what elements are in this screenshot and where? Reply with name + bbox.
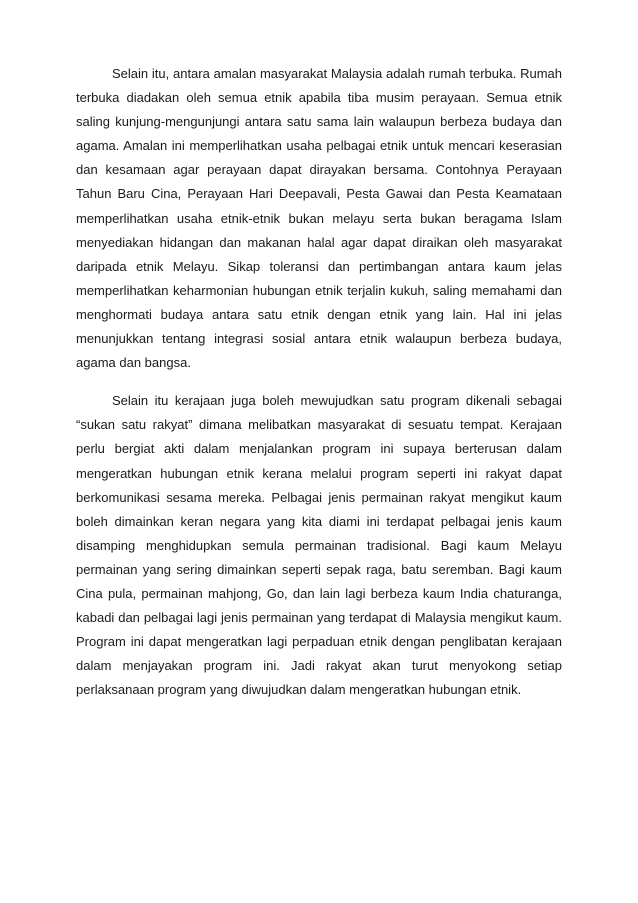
paragraph-sukan-satu-rakyat: Selain itu kerajaan juga boleh mewujudkan satu program dikenali sebagai “sukan satu rakyat” dimana melibatkan masyarakat di sesuatu tempat. Kerajaan perlu bergiat akti dalam menjalankan program ini supaya berterusan dalam mengeratkan hubungan etnik kerana melalui program seperti ini rakyat dapat berkomunikasi sesama mereka. Pelbagai jenis permainan rakyat mengikut kaum boleh dimainkan keran negara yang kita diami ini terdapat pelbagai jenis kaum disamping menghidupkan semula permainan tradisional. Bagi kaum Melayu permainan yang sering dimainkan seperti sepak raga, batu seremban. Bagi kaum Cina pula, permainan mahjong, Go, dan lain lagi berbeza kaum India chaturanga, kabadi dan pelbagai lagi jenis permainan yang terdapat di Malaysia mengikut kaum. Program ini dapat mengeratkan lagi perpaduan etnik dengan penglibatan kerajaan dalam menjayakan program ini. Jadi rakyat akan turut menyokong setiap perlaksanaan program yang diwujudkan dalam mengeratkan hubungan etnik.: [76, 393, 562, 698]
document-body: [76, 62, 562, 702]
paragraph-rumah-terbuka: Selain itu, antara amalan masyarakat Malaysia adalah rumah terbuka. Rumah terbuka diadakan oleh semua etnik apabila tiba musim perayaan. Semua etnik saling kunjung-mengunjungi antara satu sama lain walaupun berbeza budaya dan agama. Amalan ini memperlihatkan usaha pelbagai etnik untuk mencari keserasian dan kesamaan agar perayaan dapat dirayakan bersama. Contohnya Perayaan Tahun Baru Cina, Perayaan Hari Deepavali, Pesta Gawai dan Pesta Keamataan memperlihatkan usaha etnik-etnik bukan melayu serta bukan beragama Islam menyediakan hidangan dan makanan halal agar dapat diraikan oleh masyarakat daripada etnik Melayu. Sikap toleransi dan pertimbangan antara kaum jelas memperlihatkan keharmonian hubungan etnik terjalin kukuh, saling memahami dan menghormati budaya antara satu etnik dengan etnik yang lain. Hal ini jelas menunjukkan tentang integrasi sosial antara etnik walaupun berbeza budaya, agama dan bangsa.: [76, 66, 562, 371]
